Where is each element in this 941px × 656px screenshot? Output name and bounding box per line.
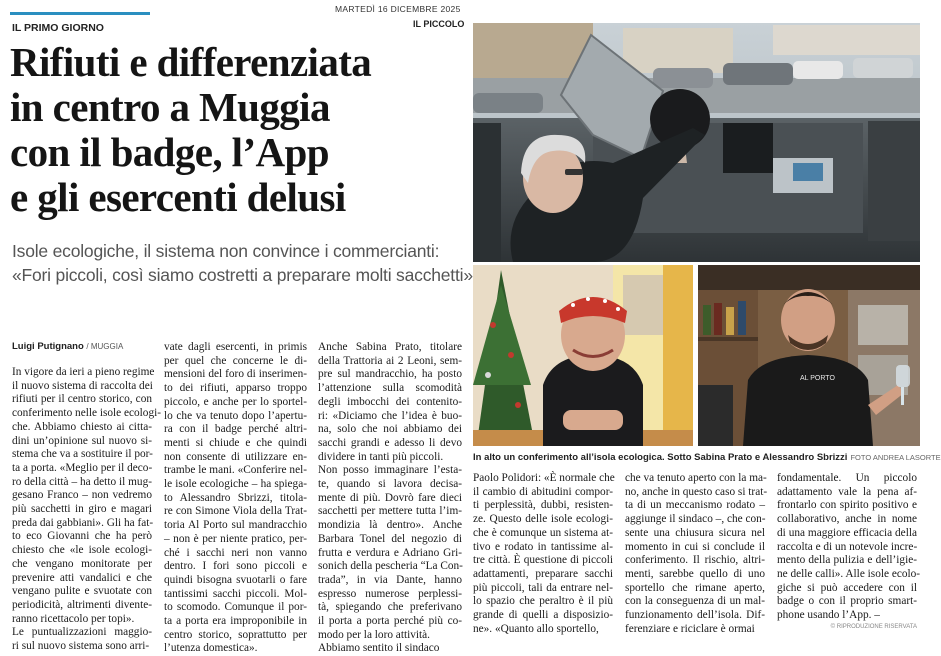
photo-sabina-prato bbox=[473, 265, 693, 446]
article-line: mondizia là dentro». Anche bbox=[318, 519, 462, 532]
article-line: fondamentale. Un piccolo bbox=[777, 472, 917, 484]
article-line: modo per la loro attività. bbox=[318, 628, 430, 641]
photo-alessandro-sbrizzi-illustration bbox=[698, 265, 920, 446]
article-line: tre città. È questione di piccoli bbox=[473, 554, 613, 567]
article-line: momento in cui si conclude il bbox=[625, 540, 765, 553]
author-name: Luigi Putignano bbox=[12, 341, 84, 352]
subhead-line: Isole ecologiche, il sistema non convince i commercianti: bbox=[12, 241, 440, 261]
copyright-notice: © RIPRODUZIONE RISERVATA bbox=[830, 624, 917, 630]
article-line: to scomodo. Comunque il por- bbox=[164, 601, 307, 614]
photo-sabina-prato-illustration bbox=[473, 265, 693, 446]
article-line: na, solo che noi abbiamo dei bbox=[318, 423, 462, 436]
article-column-6 bbox=[777, 472, 921, 623]
article-line: periodicità, altrimenti divente- bbox=[12, 598, 152, 611]
section-kicker: IL PRIMO GIORNO bbox=[12, 22, 104, 34]
article-line: più sacchetti in giro e magari bbox=[12, 503, 152, 516]
byline-location: / MUGGIA bbox=[86, 342, 124, 351]
article-line: prevenire atti vandalici e che bbox=[12, 571, 152, 584]
article-line: no, anche in questo caso si trat- bbox=[625, 485, 768, 498]
article-line: della Trattoria ai 2 Leoni, sem- bbox=[318, 354, 462, 367]
article-line: stema che va a sostituire il por- bbox=[12, 448, 153, 461]
article-line: piccolo, e anche per lo sportel- bbox=[164, 395, 307, 408]
article-line: badge o con il proprio smart- bbox=[777, 595, 917, 608]
article-line: sacchi grandi e adesso li devo bbox=[318, 436, 462, 449]
article-line: adattamento vale la pena af- bbox=[777, 485, 917, 498]
article-line: che va tenuto aperto con la ma- bbox=[625, 472, 767, 484]
article-line: l’utenza domestica». bbox=[164, 642, 258, 655]
photo-alessandro-sbrizzi bbox=[698, 265, 920, 446]
article-column-5 bbox=[625, 472, 768, 636]
article-line: ta a porta era improponibile in bbox=[164, 615, 307, 628]
article-line: menti si chiude e che quindi bbox=[164, 436, 307, 449]
article-line: chiesto che «le isole ecologi- bbox=[12, 544, 152, 557]
article-line: mente di più. Dovrò fare dieci bbox=[318, 491, 462, 504]
article-line: tivo e rodato in tantissime al- bbox=[473, 540, 613, 553]
article-line: il porta a porta perché più co- bbox=[318, 615, 462, 628]
article-line: ze. Questo delle isole ecologi- bbox=[473, 513, 613, 526]
article-line: Le puntualizzazioni maggio- bbox=[12, 626, 152, 639]
article-line: menti, sarebbe quello di uno bbox=[625, 567, 765, 580]
article-line: sportello che rimane aperto, bbox=[625, 581, 765, 594]
photo-credit: FOTO ANDREA LASORTE bbox=[850, 453, 941, 462]
headline bbox=[10, 40, 465, 220]
article-column-2 bbox=[164, 341, 307, 656]
article-line: ne delle calli». Alle isole ecolo- bbox=[777, 567, 921, 580]
article-line: collaborativo, anche in nome bbox=[777, 513, 917, 526]
article-line: mensioni del foro di inserimen- bbox=[164, 368, 307, 381]
article-line: tantissimi sacchi piccoli. Mol- bbox=[164, 587, 307, 600]
shirt-logo-text: AL PORTO bbox=[800, 375, 835, 382]
article-line: sacchetti per mettere tutta l’im- bbox=[318, 505, 462, 518]
article-line: ri: «Diciamo che l’idea è buo- bbox=[318, 409, 462, 422]
article-line: to Alessandro Sbrizzi, titola- bbox=[164, 491, 307, 504]
article-line: re con Simone Viola della Trat- bbox=[164, 505, 307, 518]
article-column-3 bbox=[318, 341, 462, 656]
article-line: di una maggiore efficacia della bbox=[777, 526, 917, 539]
article-line: to eco Giovanni che ha però bbox=[12, 530, 152, 543]
article-line: ri sul nuovo sistema sono arri- bbox=[12, 640, 150, 653]
byline bbox=[12, 341, 123, 352]
article-line: degli imbocchi dei contenito- bbox=[318, 395, 462, 408]
article-line: tà, spiegando che preferivano bbox=[318, 601, 462, 614]
article-line: phone usando l’App. – bbox=[777, 609, 880, 622]
article-line: ferenziare e riciclare è ormai bbox=[625, 622, 755, 635]
article-line: con la conseguenza di un mal- bbox=[625, 595, 765, 608]
article-line: ranno ricettacolo per topi». bbox=[12, 612, 135, 625]
article-line: ro della città – ha detto il mug- bbox=[12, 475, 152, 488]
article-line: ne». «Quanto allo sportello, bbox=[473, 622, 599, 635]
article-line: dentro. I fori sono piccoli e bbox=[164, 560, 307, 573]
article-line: frontarlo con spirito positivo e bbox=[777, 499, 917, 512]
article-line: il nuovo sistema di raccolta dei bbox=[12, 379, 153, 392]
article-line: – non è per niente pratico, per- bbox=[164, 532, 307, 545]
article-line: grande di quelli a disposizio- bbox=[473, 609, 613, 622]
article-line: le isole ecologiche – ha spiega- bbox=[164, 478, 307, 491]
article-column-4 bbox=[473, 472, 613, 636]
article-line: conferimento. Il rischio, altri- bbox=[625, 554, 765, 567]
dateline: MARTEDÌ 16 DICEMBRE 2025 bbox=[335, 4, 461, 14]
article-line: l’attenzione sulla scomodità bbox=[318, 382, 462, 395]
subheadline bbox=[12, 239, 472, 287]
headline-line: con il badge, l’App bbox=[10, 129, 329, 175]
article-line: vengano pulite e svuotate con bbox=[12, 585, 152, 598]
photo-waste-bin-illustration bbox=[473, 23, 920, 262]
article-line: mento della pulizia e dell’igie- bbox=[777, 554, 917, 567]
article-line: frutta e verdura e Adriano Gri- bbox=[318, 546, 462, 559]
article-line: Barbara Tonel del negozio di bbox=[318, 532, 462, 545]
photo-waste-bin bbox=[473, 23, 920, 262]
caption-text: In alto un conferimento all’isola ecologica. Sotto Sabina Prato e Alessandro Sbrizzi bbox=[473, 452, 848, 463]
subhead-line: «Fori piccoli, così siamo costretti a preparare molti sacchetti» bbox=[12, 265, 473, 285]
article-line: adattamenti, preparare sacchi bbox=[473, 567, 613, 580]
article-line: funzionamento dell’isola. Dif- bbox=[625, 609, 765, 622]
headline-line: in centro a Muggia bbox=[10, 84, 330, 130]
article-line: lo che va tenuto dopo l’apertu- bbox=[164, 409, 307, 422]
article-line: toria Al Porto sul mandracchio bbox=[164, 519, 307, 532]
article-line: dividere in tanti più piccoli. bbox=[318, 450, 444, 463]
article-line: preda dai gabbiani». Gli ha fat- bbox=[12, 516, 154, 529]
article-line: lo spazio che peraltro è il più bbox=[473, 595, 613, 608]
article-line: aggiunge il sindaco –, che con- bbox=[625, 513, 766, 526]
photo-caption bbox=[473, 452, 941, 463]
article-line: ra con il badge perché altri- bbox=[164, 423, 307, 436]
article-line: vate dagli esercenti, in primis bbox=[164, 341, 307, 353]
article-line: per quel che concerne le di- bbox=[164, 354, 307, 367]
article-line: sonich della pescheria “La Con- bbox=[318, 560, 463, 573]
article-line: gesano Franco – non vedremo bbox=[12, 489, 152, 502]
article-line: to dei rifiuti, apparso troppo bbox=[164, 382, 307, 395]
article-line: non consente di utilizzare en- bbox=[164, 450, 307, 463]
article-line: trambe le mani. «Conferire nel- bbox=[164, 464, 307, 477]
article-column-1 bbox=[12, 366, 161, 654]
article-line: Paolo Polidori: «È normale che bbox=[473, 472, 615, 484]
article-line: il cambio di abitudini compor- bbox=[473, 485, 613, 498]
article-line: Non posso immaginare l’esta- bbox=[318, 464, 462, 477]
article-line: quindi bisogna svuotarli o fare bbox=[164, 573, 307, 586]
accent-bar bbox=[10, 12, 150, 15]
article-line: In vigore da ieri a pieno regime bbox=[12, 366, 155, 378]
article-line: rifiuti per il centro storico, con bbox=[12, 393, 152, 406]
article-line: Anche Sabina Prato, titolare bbox=[318, 341, 462, 353]
article-line: che vengano monitorate per bbox=[12, 557, 152, 570]
article-line: Abbiamo sentito il sindaco bbox=[318, 642, 440, 655]
article-line: ta di un meccanismo rodato – bbox=[625, 499, 765, 512]
article-line: più piccoli, tali da entrare nel- bbox=[473, 581, 613, 594]
article-line: sente una chiusura sicura nel bbox=[625, 526, 765, 539]
article-line: pre sul mandracchio, ha posto bbox=[318, 368, 462, 381]
newspaper-name: IL PICCOLO bbox=[413, 19, 465, 29]
article-line: dini un’opinione sul nuovo si- bbox=[12, 434, 152, 447]
article-line: conferimento nelle isole ecologi- bbox=[12, 407, 161, 420]
article-line: centro storico, soprattutto per bbox=[164, 628, 307, 641]
headline-line: e gli esercenti delusi bbox=[10, 174, 346, 220]
article-line: che. Abbiamo chiesto ai citta- bbox=[12, 420, 152, 433]
headline-line: Rifiuti e differenziata bbox=[10, 39, 372, 85]
article-line: trada”, in via Dante, hanno bbox=[318, 573, 462, 586]
article-line: giche si può accedere con il bbox=[777, 581, 917, 594]
article-line: ta a porta. «Meglio per il deco- bbox=[12, 461, 153, 474]
article-line: che è comunque un sistema at- bbox=[473, 526, 613, 539]
article-line: raccolta e di un notevole incre- bbox=[777, 540, 918, 553]
article-line: espresso numerose perplessi- bbox=[318, 587, 462, 600]
article-line: te, quando si lavora decisa- bbox=[318, 478, 462, 491]
article-line: ti perplessità, dubbi, resisten- bbox=[473, 499, 613, 512]
article-line: ché i sacchi neri non vanno bbox=[164, 546, 307, 559]
